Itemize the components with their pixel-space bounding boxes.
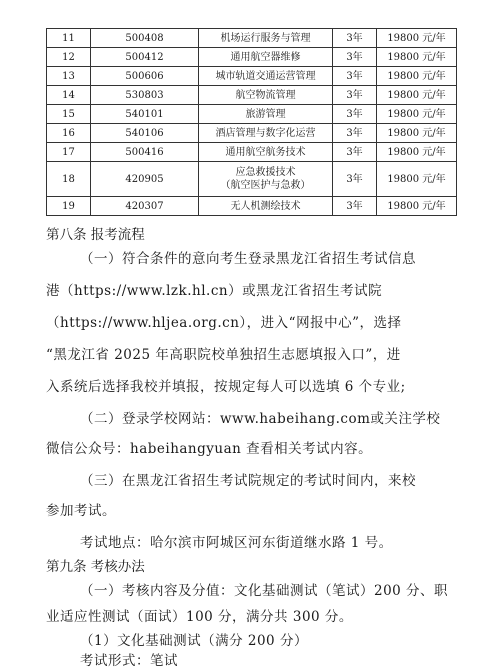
major-name-text: 旅游管理: [245, 108, 286, 120]
tuition-cell: 19800 元/年: [377, 197, 457, 216]
major-name-cell: [199, 29, 333, 48]
majors-table: [46, 28, 457, 216]
duration-cell: 3年: [333, 197, 377, 216]
step-1-line-3: （https://www.hljea.org.cn），进入“网报中心”，选择: [46, 315, 402, 331]
major-name-cell: [199, 124, 333, 143]
major-name-cell: [199, 67, 333, 86]
table-row: [47, 197, 457, 216]
major-name-subtext: （航空医护与急救）: [220, 180, 311, 191]
major-name-cell: [199, 105, 333, 124]
table-row: [47, 48, 457, 67]
table-row: [47, 124, 457, 143]
culture-test-heading: （1）文化基础测试（满分 200 分）: [80, 633, 308, 649]
major-name-cell: [199, 86, 333, 105]
duration-cell: 3年: [333, 124, 377, 143]
row-number-cell: 12: [47, 48, 91, 67]
major-code-cell: 530803: [91, 86, 199, 105]
major-code-cell: 540106: [91, 124, 199, 143]
duration-cell: 3年: [333, 29, 377, 48]
major-code-cell: 500606: [91, 67, 199, 86]
major-name-text: 酒店管理与数字化运营: [215, 127, 316, 139]
row-number-cell: 16: [47, 124, 91, 143]
table-row: [47, 86, 457, 105]
step-3-line-1: （三）在黑龙江省招生考试院规定的考试时间内，来校: [80, 473, 416, 489]
assessment-line-1: （一）考核内容及分值：文化基础测试（笔试）200 分、职: [80, 583, 449, 599]
major-code-cell: 420307: [91, 197, 199, 216]
step-2-line-1: （二）登录学校网站：www.habeihang.com或关注学校: [80, 411, 441, 427]
step-2-line-2: 微信公众号：habeihangyuan 查看相关考试内容。: [46, 441, 373, 457]
tuition-cell: 19800 元/年: [377, 143, 457, 162]
row-number-cell: 14: [47, 86, 91, 105]
major-name-text: 通用航空器维修: [230, 51, 301, 63]
duration-cell: 3年: [333, 105, 377, 124]
row-number-cell: 15: [47, 105, 91, 124]
step-1-line-5: 入系统后选择我校并填报，按规定每人可以选填 6 个专业;: [46, 379, 406, 395]
duration-cell: 3年: [333, 143, 377, 162]
tuition-cell: 19800 元/年: [377, 48, 457, 67]
tuition-cell: 19800 元/年: [377, 162, 457, 197]
duration-cell: 3年: [333, 162, 377, 197]
tuition-cell: 19800 元/年: [377, 29, 457, 48]
duration-cell: 3年: [333, 67, 377, 86]
tuition-cell: 19800 元/年: [377, 86, 457, 105]
assessment-line-2: 业适应性测试（面试）100 分，满分共 300 分。: [46, 609, 353, 625]
major-name-text: 城市轨道交通运营管理: [215, 70, 316, 82]
tuition-cell: 19800 元/年: [377, 67, 457, 86]
table-row: [47, 162, 457, 197]
article-9-title: 第九条 考核办法: [46, 559, 145, 575]
step-1-line-2: 港（https://www.lzk.hl.cn）或黑龙江省招生考试院: [46, 283, 383, 299]
step-1-line-1: （一）符合条件的意向考生登录黑龙江省招生考试信息: [80, 251, 416, 267]
duration-cell: 3年: [333, 86, 377, 105]
major-code-cell: 540101: [91, 105, 199, 124]
tuition-cell: 19800 元/年: [377, 124, 457, 143]
table-row: [47, 105, 457, 124]
article-8-title: 第八条 报考流程: [46, 227, 145, 243]
row-number-cell: 17: [47, 143, 91, 162]
major-code-cell: 500416: [91, 143, 199, 162]
table-row: [47, 143, 457, 162]
major-code-cell: 500408: [91, 29, 199, 48]
major-name-text: 无人机测绘技术: [230, 200, 301, 212]
major-name-text: 通用航空航务技术: [225, 146, 306, 158]
major-name-cell: [199, 197, 333, 216]
row-number-cell: 19: [47, 197, 91, 216]
majors-table-body: [47, 29, 457, 216]
major-name-text: 机场运行服务与管理: [220, 32, 311, 44]
row-number-cell: 18: [47, 162, 91, 197]
exam-location: 考试地点：哈尔滨市阿城区河东街道继水路 1 号。: [80, 535, 393, 551]
major-name-text: 应急救援技术: [235, 167, 296, 178]
table-row: [47, 67, 457, 86]
major-name-text: 航空物流管理: [235, 89, 296, 101]
major-code-cell: 500412: [91, 48, 199, 67]
duration-cell: 3年: [333, 48, 377, 67]
row-number-cell: 11: [47, 29, 91, 48]
row-number-cell: 13: [47, 67, 91, 86]
major-name-cell: [199, 48, 333, 67]
major-code-cell: 420905: [91, 162, 199, 197]
tuition-cell: 19800 元/年: [377, 105, 457, 124]
major-name-cell: [199, 143, 333, 162]
step-1-line-4: “黑龙江省 2025 年高职院校单独招生志愿填报入口”，进: [46, 347, 401, 363]
table-row: [47, 29, 457, 48]
major-name-cell: [199, 162, 333, 197]
exam-form: 考试形式：笔试: [80, 653, 178, 669]
step-3-line-2: 参加考试。: [46, 503, 116, 519]
